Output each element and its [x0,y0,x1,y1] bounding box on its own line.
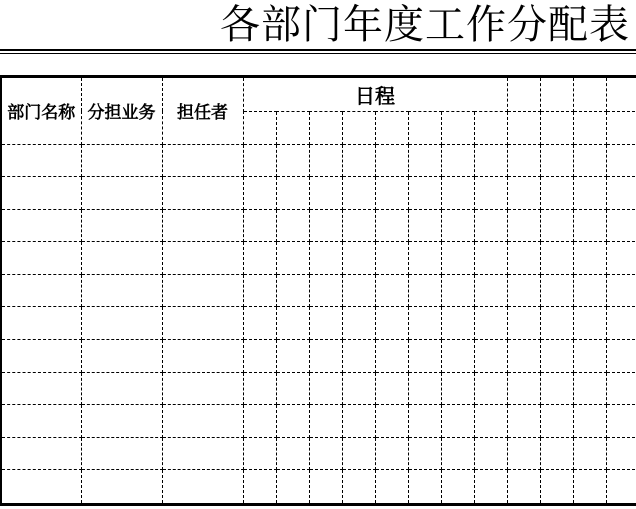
table-cell [408,437,441,470]
table-cell [2,372,81,405]
schedule-subcolumn-cell [276,111,309,144]
table-cell [441,274,474,307]
table-cell [309,209,342,242]
table-cell [441,144,474,177]
header-duty: 分担业务 [81,78,162,144]
header-row [2,78,636,111]
table-cell [507,242,540,275]
table-cell [507,372,540,405]
table-cell [540,372,573,405]
table-cell [162,405,243,438]
table-cell [81,372,162,405]
table-cell [441,307,474,340]
table-cell [243,437,276,470]
schedule-subcolumn-cell [408,111,441,144]
table-cell [81,470,162,503]
table-cell [309,242,342,275]
table-cell [81,274,162,307]
table-cell [441,242,474,275]
table-cell [243,405,276,438]
table-cell [375,242,408,275]
table-cell [276,177,309,210]
table-cell [540,307,573,340]
table-cell [507,274,540,307]
table-cell [309,372,342,405]
table-cell [243,307,276,340]
table-row [2,405,636,438]
table-cell [342,372,375,405]
table-cell [573,144,606,177]
table-cell [375,274,408,307]
schedule-subcolumn-cell [474,111,507,144]
table-cell [81,340,162,373]
table-cell [606,144,636,177]
table-cell [474,437,507,470]
table-cell [375,209,408,242]
header-extra-cell [507,78,540,111]
table-cell [342,405,375,438]
table-cell [162,144,243,177]
table-cell [162,437,243,470]
table-cell [276,470,309,503]
table-cell [2,470,81,503]
table-cell [243,242,276,275]
table-cell [606,242,636,275]
table-cell [162,340,243,373]
table-cell [540,242,573,275]
table-cell [474,209,507,242]
table-cell [540,405,573,438]
table-cell [507,177,540,210]
header-person: 担任者 [162,78,243,144]
table-cell [2,144,81,177]
table-cell [309,405,342,438]
table-cell [573,405,606,438]
table-cell [309,470,342,503]
table-row [2,144,636,177]
table-cell [606,405,636,438]
table-cell [81,144,162,177]
table-cell [408,405,441,438]
table-cell [507,209,540,242]
table-cell [606,209,636,242]
table-cell [162,177,243,210]
table-cell [342,470,375,503]
work-allocation-table [0,75,636,506]
table-cell [342,209,375,242]
table-cell [2,307,81,340]
table-cell [441,372,474,405]
table-cell [441,437,474,470]
table-cell [540,144,573,177]
header-extra-cell [540,78,573,111]
table-cell [573,307,606,340]
table-row [2,372,636,405]
table-cell [606,437,636,470]
table-cell [474,242,507,275]
table-cell [309,307,342,340]
table-cell [342,242,375,275]
table-cell [408,242,441,275]
table-cell [276,437,309,470]
table-cell [276,144,309,177]
table-cell [474,372,507,405]
table-row [2,242,636,275]
schedule-subcolumn-cell [243,111,276,144]
table-cell [540,209,573,242]
schedule-subcolumn-cell [573,111,606,144]
table-cell [81,177,162,210]
table-cell [243,177,276,210]
table-row [2,177,636,210]
table-cell [474,307,507,340]
table-cell [474,144,507,177]
schedule-subcolumn-cell [342,111,375,144]
header-extra-cell [606,78,636,111]
table-row [2,209,636,242]
table-cell [81,242,162,275]
table-cell [540,437,573,470]
table-cell [375,470,408,503]
table-cell [342,177,375,210]
table-cell [276,209,309,242]
table-cell [276,405,309,438]
table-cell [276,372,309,405]
table-cell [162,372,243,405]
table-cell [474,340,507,373]
table-cell [540,470,573,503]
table-cell [441,340,474,373]
table-cell [243,470,276,503]
table-cell [573,340,606,373]
table-cell [276,340,309,373]
table-cell [375,307,408,340]
table-cell [408,209,441,242]
table-cell [81,209,162,242]
table-row [2,470,636,503]
table-cell [474,274,507,307]
table-cell [606,307,636,340]
table-cell [375,405,408,438]
table-cell [243,274,276,307]
table-cell [573,274,606,307]
table-cell [408,470,441,503]
table-cell [573,177,606,210]
table-cell [606,177,636,210]
schedule-subcolumn-cell [606,111,636,144]
table-cell [2,274,81,307]
table-cell [2,177,81,210]
table-cell [441,470,474,503]
table-cell [408,307,441,340]
table-cell [276,307,309,340]
table-cell [441,209,474,242]
table-cell [606,470,636,503]
table-cell [573,437,606,470]
table-cell [375,177,408,210]
table-cell [162,274,243,307]
header-department: 部门名称 [2,78,81,144]
schedule-subcolumn-cell [441,111,474,144]
table-cell [540,340,573,373]
table-cell [606,274,636,307]
table-cell [342,437,375,470]
schedule-subcolumn-cell [375,111,408,144]
table-cell [507,470,540,503]
table-cell [162,242,243,275]
table-cell [243,144,276,177]
table-cell [507,307,540,340]
table-cell [162,307,243,340]
table-cell [573,372,606,405]
table-cell [342,340,375,373]
table-cell [408,340,441,373]
table-cell [408,144,441,177]
table-cell [342,307,375,340]
table-cell [375,144,408,177]
table-cell [474,177,507,210]
table-cell [2,437,81,470]
table-cell [573,209,606,242]
table-cell [309,274,342,307]
header-schedule: 日程 [243,78,507,111]
table-cell [276,242,309,275]
table-cell [408,372,441,405]
table-cell [243,372,276,405]
table-cell [408,274,441,307]
table-cell [309,144,342,177]
table-cell [573,242,606,275]
table-cell [81,405,162,438]
table-cell [162,209,243,242]
table-cell [81,437,162,470]
table-cell [573,470,606,503]
table-row [2,340,636,373]
table-cell [474,470,507,503]
table-cell [309,340,342,373]
schedule-subcolumn-cell [309,111,342,144]
title-double-rule [0,49,636,54]
table-cell [540,177,573,210]
table-cell [243,340,276,373]
allocation-table [2,78,636,503]
table-cell [309,437,342,470]
table-row [2,437,636,470]
table-cell [2,405,81,438]
table-cell [375,437,408,470]
table-row [2,307,636,340]
table-cell [474,405,507,438]
table-cell [408,177,441,210]
table-cell [606,340,636,373]
table-cell [342,144,375,177]
table-row [2,274,636,307]
table-cell [507,340,540,373]
table-cell [375,340,408,373]
table-cell [507,405,540,438]
table-cell [606,372,636,405]
table-cell [276,274,309,307]
table-cell [342,274,375,307]
table-cell [507,144,540,177]
schedule-subcolumn-cell [507,111,540,144]
table-cell [375,372,408,405]
table-cell [2,209,81,242]
schedule-subcolumn-cell [540,111,573,144]
table-cell [309,177,342,210]
header-extra-cell [573,78,606,111]
table-cell [162,470,243,503]
table-cell [2,242,81,275]
table-body [2,78,636,503]
page-title: 各部门年度工作分配表 [220,2,630,47]
table-cell [243,209,276,242]
table-cell [81,307,162,340]
table-cell [441,177,474,210]
table-cell [507,437,540,470]
table-cell [2,340,81,373]
table-cell [441,405,474,438]
table-cell [540,274,573,307]
